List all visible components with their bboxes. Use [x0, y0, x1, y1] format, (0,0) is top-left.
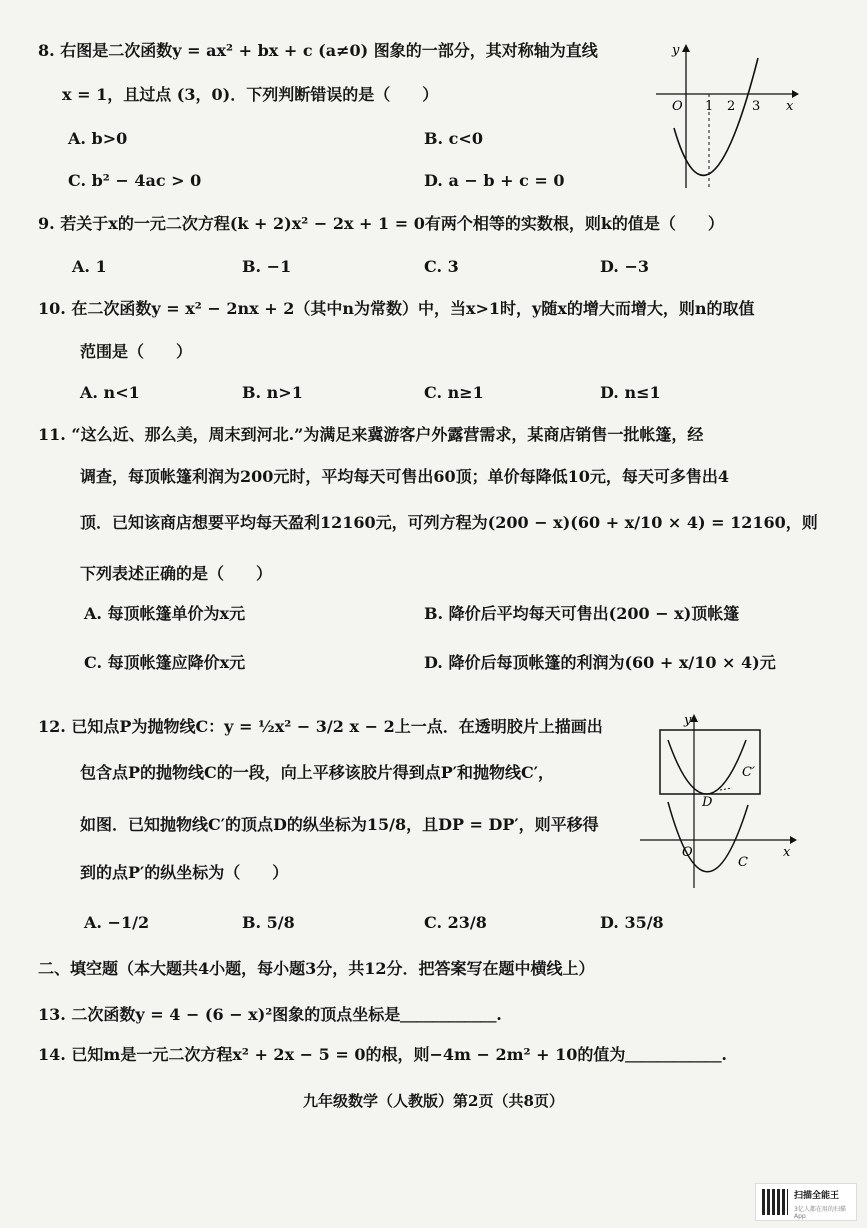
q12-translated-parabola-figure — [640, 710, 800, 890]
q10-option-d: D. n≤1 — [600, 383, 661, 402]
q11-option-b: B. 降价后平均每天可售出(200 − x)顶帐篷 — [424, 604, 740, 623]
q8-option-c: C. b² − 4ac > 0 — [68, 171, 202, 190]
q8-parabola-figure — [652, 40, 802, 192]
q8-fig-tick-1: 1 — [705, 99, 714, 114]
q10-option-b: B. n>1 — [242, 383, 303, 402]
q12-fig-origin: O — [682, 845, 693, 860]
q11-line2: 调查，每顶帐篷利润为200元时，平均每天可售出60顶；单价每降低10元，每天可多售出4 — [80, 467, 730, 486]
q8-fig-origin: O — [672, 99, 683, 114]
scanner-badge-title: 扫描全能王 — [794, 1191, 840, 1201]
q12-line3: 如图．已知抛物线C′的顶点D的纵坐标为15/8，且DP = DP′，则平移得 — [80, 815, 599, 834]
q10-line1: 10. 在二次函数y = x² − 2nx + 2（其中n为常数）中，当x>1时，y随x的增大而增大，则n的取值 — [38, 299, 755, 318]
q13-line: 13. 二次函数y = 4 − (6 − x)²图象的顶点坐标是＿＿＿＿＿＿. — [38, 1005, 502, 1024]
q11-option-c: C. 每顶帐篷应降价x元 — [84, 653, 246, 672]
qr-code-icon — [762, 1189, 788, 1215]
q8-option-b: B. c<0 — [424, 129, 483, 148]
q12-fig-label-c: C — [738, 855, 748, 870]
q9-option-a: A. 1 — [72, 257, 107, 276]
q10-option-a: A. n<1 — [80, 383, 140, 402]
q9-option-d: D. −3 — [600, 257, 649, 276]
q14-line: 14. 已知m是一元二次方程x² + 2x − 5 = 0的根，则−4m − 2m² + 10的值为＿＿＿＿＿＿. — [38, 1045, 727, 1064]
q8-fig-tick-2: 2 — [727, 99, 736, 114]
page-footer: 九年级数学（人教版）第2页（共8页） — [303, 1092, 564, 1110]
q8-option-a: A. b>0 — [68, 129, 128, 148]
q9-line1: 9. 若关于x的一元二次方程(k + 2)x² − 2x + 1 = 0有两个相等的实数根，则k的值是（ ） — [38, 214, 724, 233]
q8-fig-y-label: y — [672, 43, 680, 58]
q8-fig-x-label: x — [786, 99, 794, 114]
q9-option-b: B. −1 — [242, 257, 292, 276]
q12-option-b: B. 5/8 — [242, 913, 295, 932]
scanner-badge — [755, 1183, 857, 1221]
q11-option-d: D. 降价后每顶帐篷的利润为(60 + x/10 × 4)元 — [424, 653, 776, 672]
q11-option-a: A. 每顶帐篷单价为x元 — [84, 604, 246, 623]
q12-option-a: A. −1/2 — [84, 913, 150, 932]
q12-line1: 12. 已知点P为抛物线C：y = ½x² − 3/2 x − 2上一点．在透明胶片上描画出 — [38, 717, 603, 736]
q8-line1: 8. 右图是二次函数y = ax² + bx + c (a≠0) 图象的一部分，其对称轴为直线 — [38, 41, 598, 60]
q8-option-d: D. a − b + c = 0 — [424, 171, 565, 190]
q8-line2: x = 1，且过点 (3，0)．下列判断错误的是（ ） — [62, 85, 439, 104]
q10-line2: 范围是（ ） — [80, 342, 193, 361]
q12-option-c: C. 23/8 — [424, 913, 487, 932]
q10-option-c: C. n≥1 — [424, 383, 484, 402]
q12-line4: 到的点P′的纵坐标为（ ） — [80, 863, 289, 882]
q12-line2: 包含点P的抛物线C的一段，向上平移该胶片得到点P′和抛物线C′， — [80, 763, 554, 782]
q8-fig-tick-3: 3 — [752, 99, 761, 114]
section-2-heading: 二、填空题（本大题共4小题，每小题3分，共12分．把答案写在题中横线上） — [38, 959, 595, 978]
scanner-badge-subtitle: 3亿人都在用的扫描App — [794, 1206, 846, 1220]
q12-option-d: D. 35/8 — [600, 913, 664, 932]
q12-fig-label-d: D — [702, 795, 713, 810]
q9-option-c: C. 3 — [424, 257, 459, 276]
q12-fig-y-label: y — [684, 713, 692, 728]
q11-line3: 顶．已知该商店想要平均每天盈利12160元，可列方程为(200 − x)(60 + x/10 × 4) = 12160，则 — [80, 513, 818, 532]
q11-line1: 11. “这么近、那么美，周末到河北.”为满足来冀游客户外露营需求，某商店销售一批帐篷，经 — [38, 425, 704, 444]
q11-line4: 下列表述正确的是（ ） — [80, 564, 273, 583]
q12-fig-label-c-prime: C′ — [742, 765, 755, 780]
q12-fig-x-label: x — [783, 845, 791, 860]
